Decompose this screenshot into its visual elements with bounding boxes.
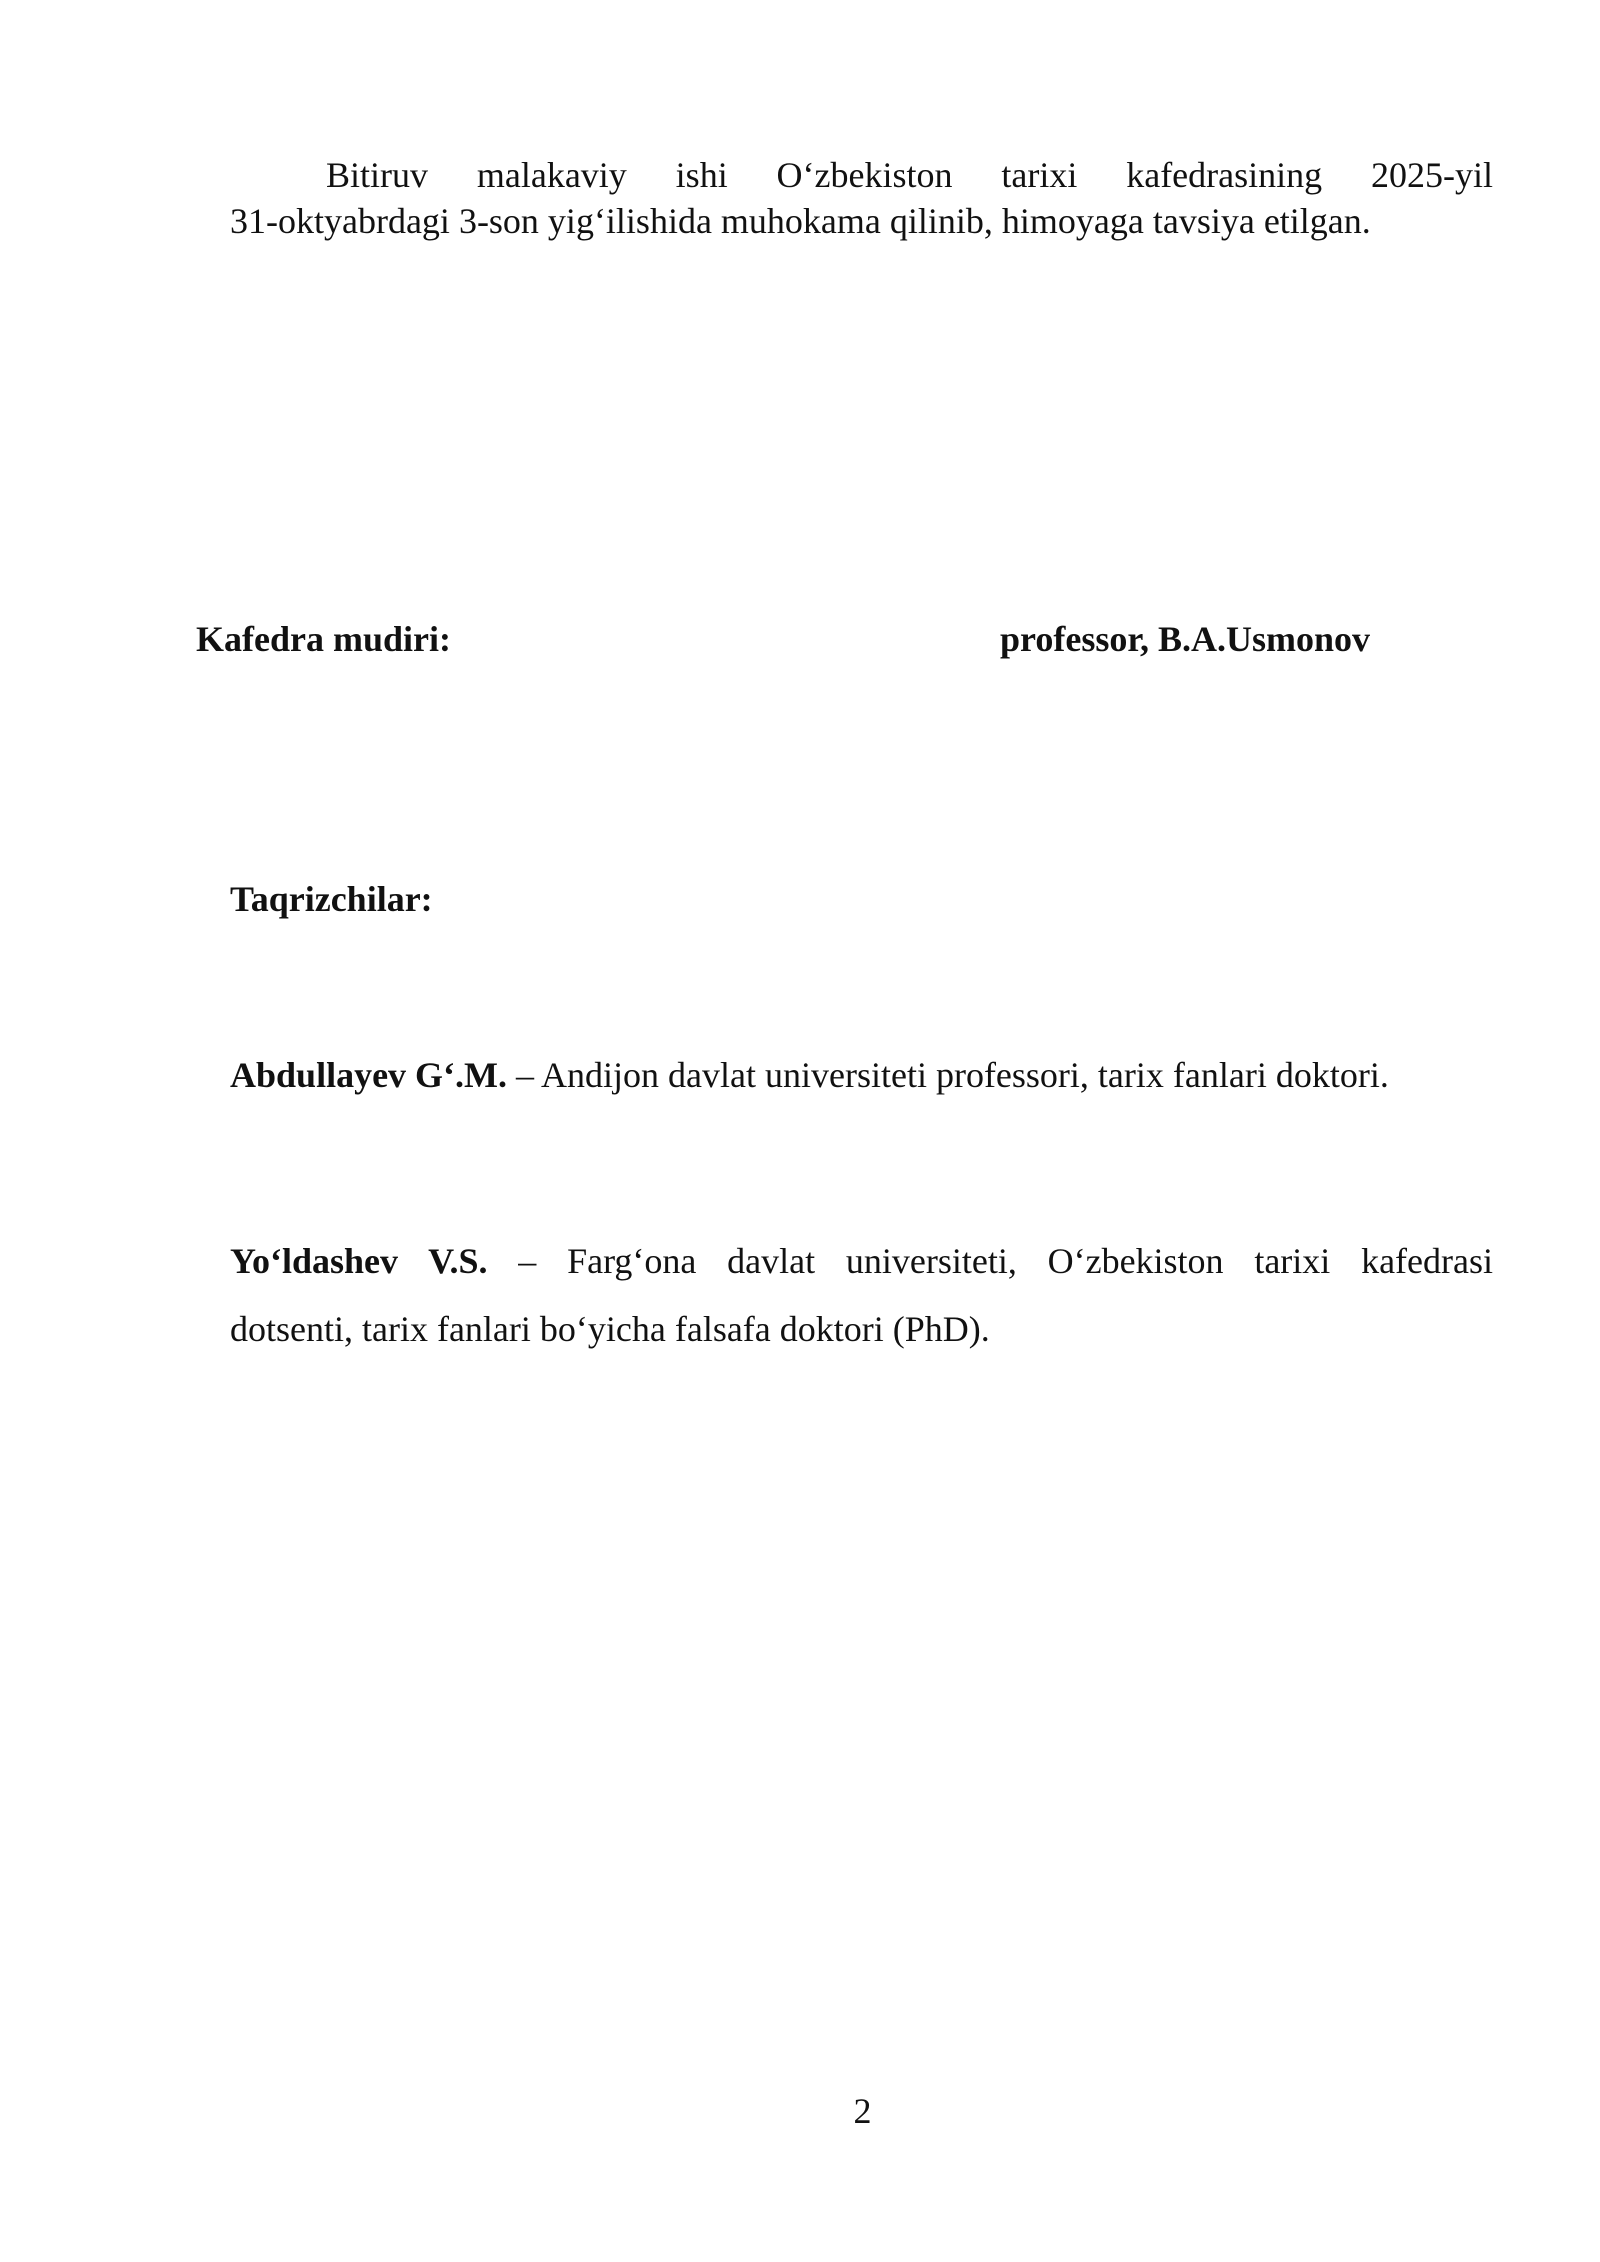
reviewer-line-1 [230, 1227, 1493, 1295]
reviewer-description-line-1: – Farg‘ona davlat universiteti, O‘zbekiston tarixi kafedrasi [487, 1241, 1493, 1281]
reviewer-name: Yo‘ldashev V.S. [230, 1241, 488, 1281]
page-number: 2 [853, 2091, 872, 2131]
reviewer-entry [230, 1052, 1493, 1098]
reviewer-entry [230, 1227, 1493, 1363]
intro-line-2: 31-oktyabrdagi 3-son yig‘ilishida muhokama qilinib, himoyaga tavsiya etilgan. [230, 201, 1371, 241]
reviewer-description: – Andijon davlat universiteti professori, tarix fanlari doktori. [507, 1055, 1389, 1095]
intro-line-1: Bitiruv malakaviy ishi O‘zbekiston tarixi kafedrasining 2025-yil [326, 155, 1493, 195]
intro-paragraph [230, 152, 1493, 244]
department-head-label: Kafedra mudiri: [196, 619, 451, 659]
signature-row [196, 618, 1396, 668]
reviewer-description-line-2: dotsenti, tarix fanlari bo‘yicha falsafa doktori (PhD). [230, 1309, 990, 1349]
reviewers-heading: Taqrizchilar: [230, 879, 433, 919]
department-head-name: professor, B.A.Usmonov [1000, 619, 1371, 659]
reviewer-name: Abdullayev G‘.M. [230, 1055, 508, 1095]
